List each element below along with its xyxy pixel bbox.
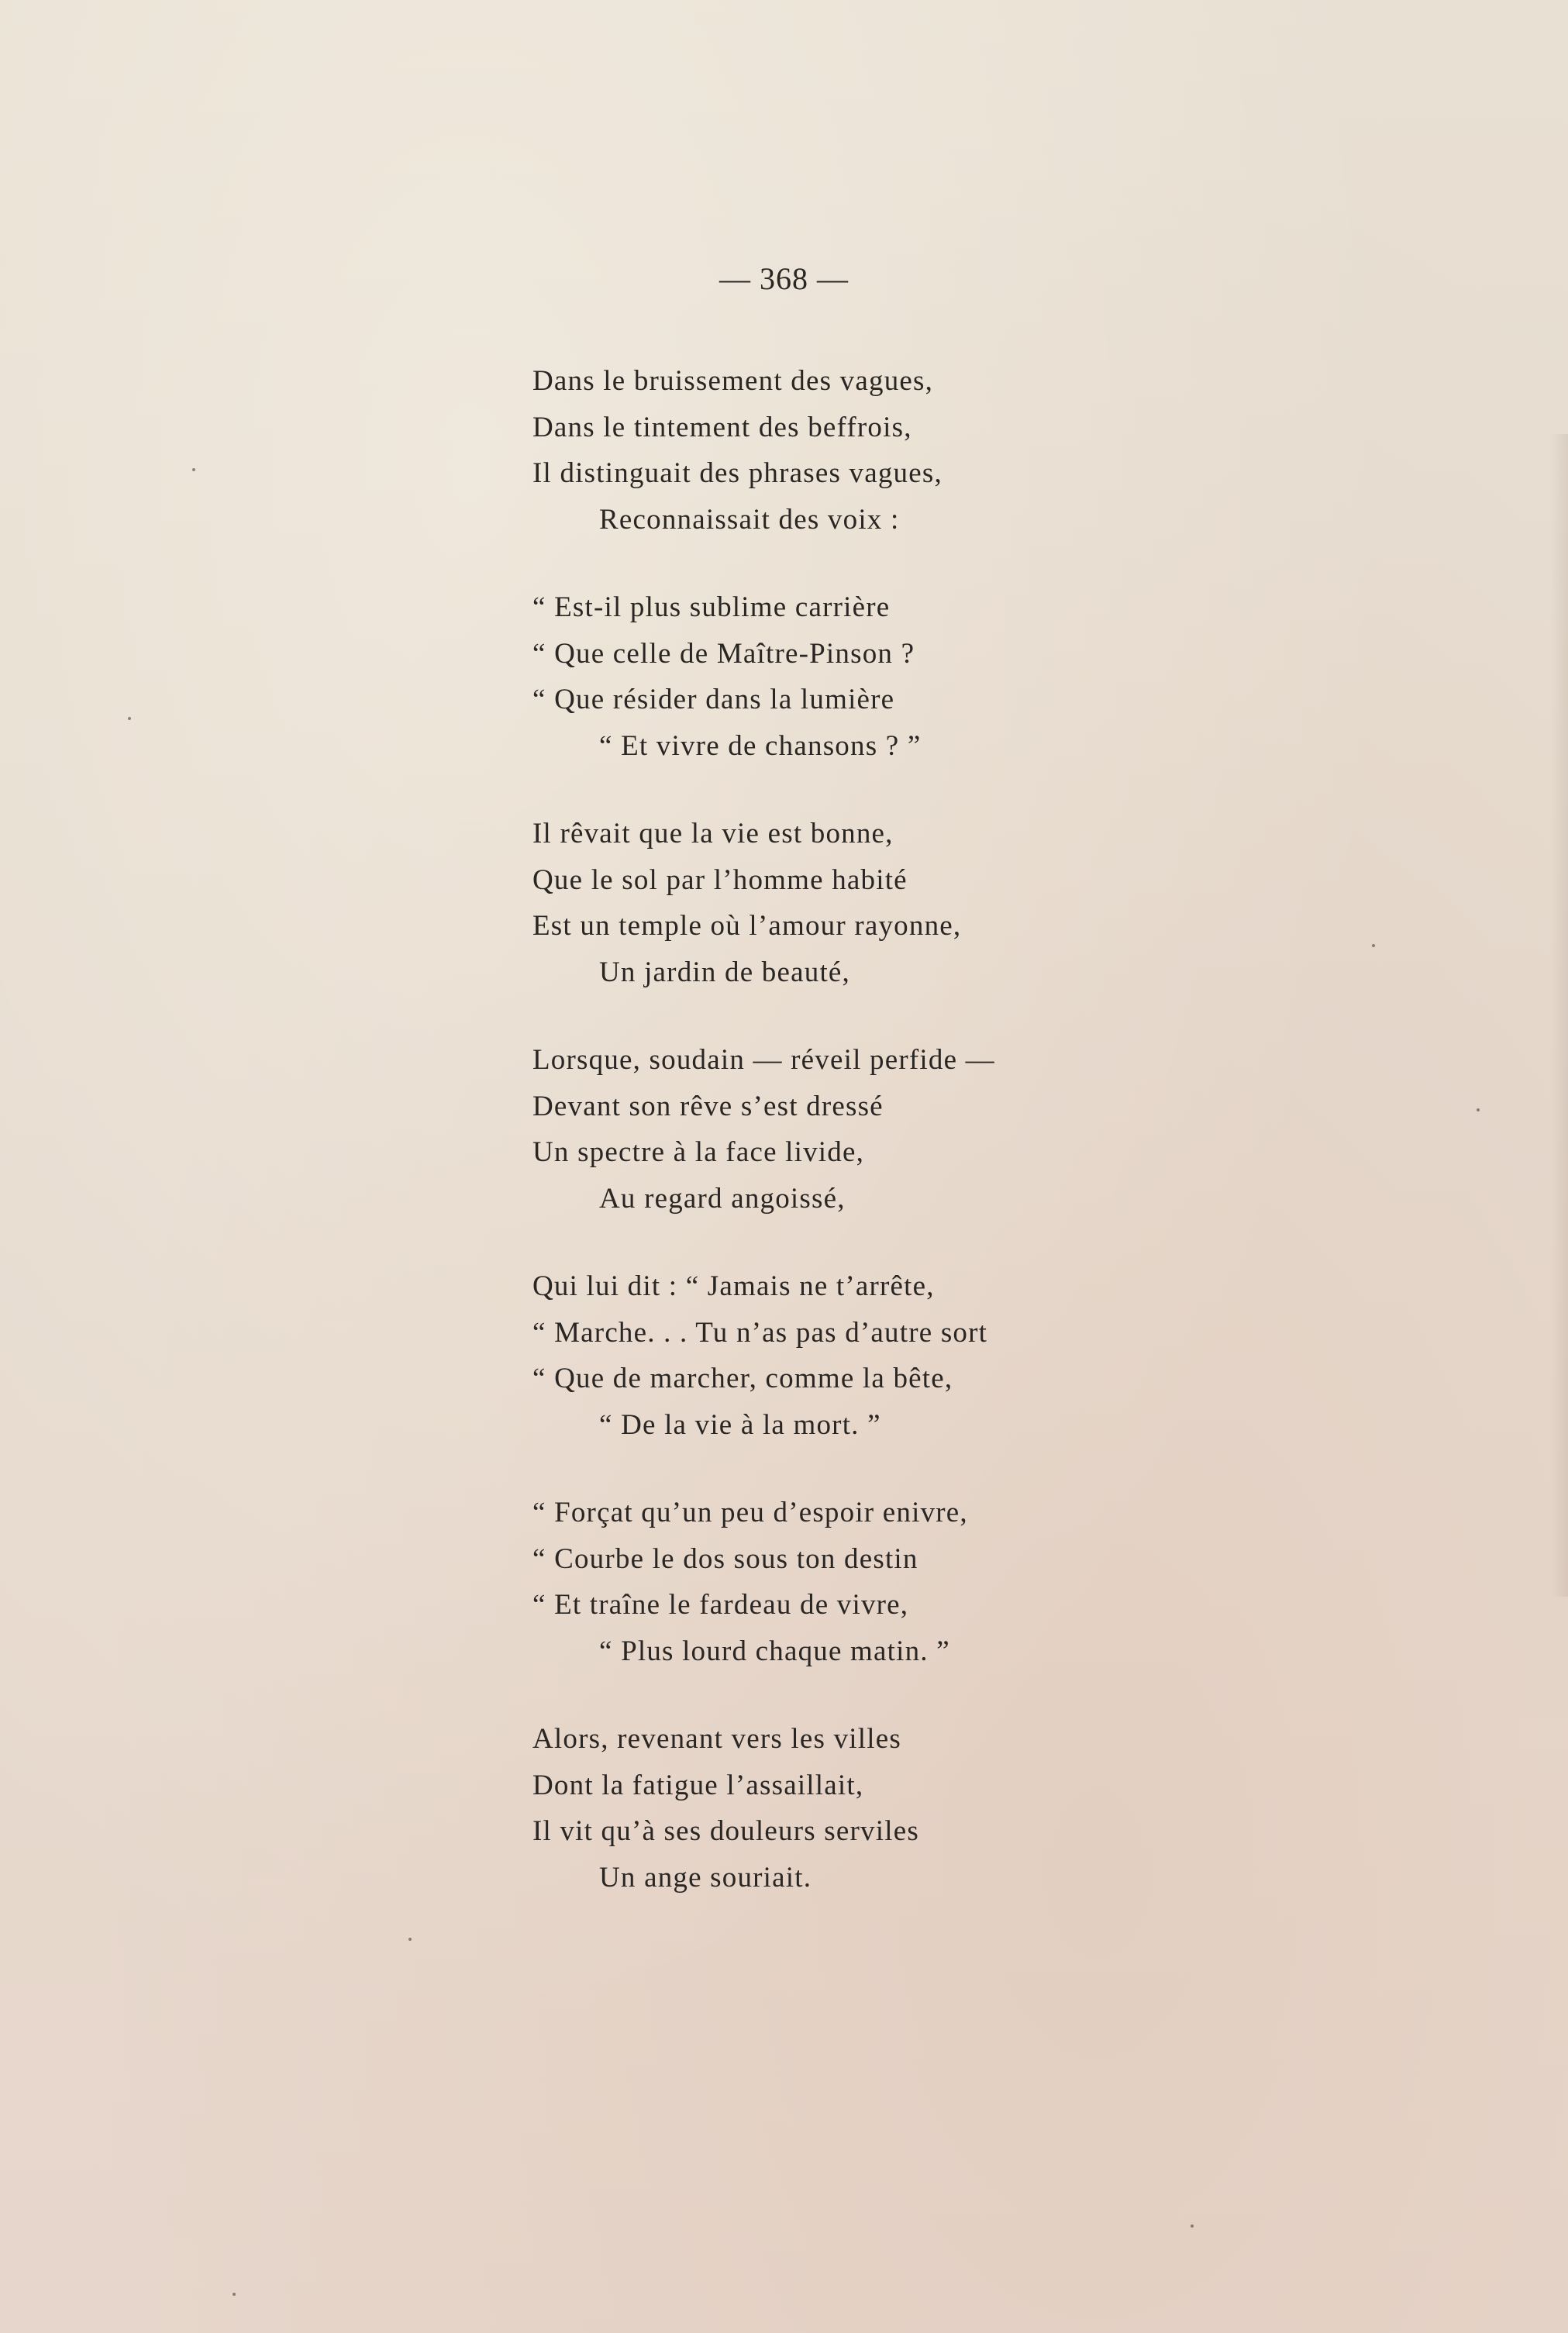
poem-line: Dont la fatigue l’assaillait, xyxy=(532,1769,864,1801)
poem-line: Un jardin de beauté, xyxy=(599,956,850,988)
stanza xyxy=(532,1716,1385,1901)
stanza xyxy=(532,1490,1385,1674)
poem-line: Il distinguait des phrases vagues, xyxy=(532,457,943,489)
poem-line: “ De la vie à la mort. ” xyxy=(599,1408,881,1441)
poem-line: “ Que de marcher, comme la bête, xyxy=(532,1363,953,1394)
paper-speck xyxy=(408,1938,412,1941)
poem-line: “ Et vivre de chansons ? ” xyxy=(599,729,922,762)
paper-speck xyxy=(1372,944,1375,947)
poem-line: Est un temple où l’amour rayonne, xyxy=(532,910,962,942)
poem-line: Qui lui dit : “ Jamais ne t’arrête, xyxy=(532,1270,935,1302)
poem-line: “ Que celle de Maître-Pinson ? xyxy=(532,637,915,670)
stanza xyxy=(532,1263,1385,1448)
poem-line: Lorsque, soudain — réveil perfide — xyxy=(532,1044,995,1076)
poem-line: “ Forçat qu’un peu d’espoir enivre, xyxy=(532,1497,968,1528)
stanza xyxy=(532,1037,1385,1222)
poem-line: Que le sol par l’homme habité xyxy=(532,863,908,896)
poem-line: “ Est-il plus sublime carrière xyxy=(532,591,891,623)
stanza xyxy=(532,358,1385,543)
poem-line: Dans le tintement des beffrois, xyxy=(532,411,912,443)
poem-line: Il rêvait que la vie est bonne, xyxy=(532,818,894,849)
paper-speck xyxy=(128,717,131,720)
paper-speck xyxy=(1191,2224,1194,2228)
paper-speck xyxy=(192,468,195,471)
poem-line: “ Courbe le dos sous ton destin xyxy=(532,1542,918,1575)
stanza xyxy=(532,811,1385,995)
paper-speck xyxy=(1477,1108,1480,1111)
poem-line: “ Plus lourd chaque matin. ” xyxy=(599,1635,950,1667)
poem-line: Au regard angoissé, xyxy=(599,1182,846,1215)
poem xyxy=(532,358,1385,1942)
poem-line: Un spectre à la face livide, xyxy=(532,1136,865,1168)
poem-line: “ Marche. . . Tu n’as pas d’autre sort xyxy=(532,1316,988,1349)
poem-line: Un ange souriait. xyxy=(599,1861,812,1894)
poem-line: Alors, revenant vers les villes xyxy=(532,1723,901,1755)
page-number: — 368 — xyxy=(719,261,849,296)
poem-line: “ Que résider dans la lumière xyxy=(532,684,895,715)
poem-line: Il vit qu’à ses douleurs serviles xyxy=(532,1815,919,1847)
poem-line: “ Et traîne le fardeau de vivre, xyxy=(532,1589,909,1621)
poem-line: Devant son rêve s’est dressé xyxy=(532,1090,884,1122)
stanza xyxy=(532,584,1385,769)
page-edge-shadow xyxy=(1551,434,1568,1597)
poem-line: Dans le bruissement des vagues, xyxy=(532,365,934,397)
poem-line: Reconnaissait des voix : xyxy=(599,503,900,536)
paper-speck xyxy=(233,2293,236,2296)
